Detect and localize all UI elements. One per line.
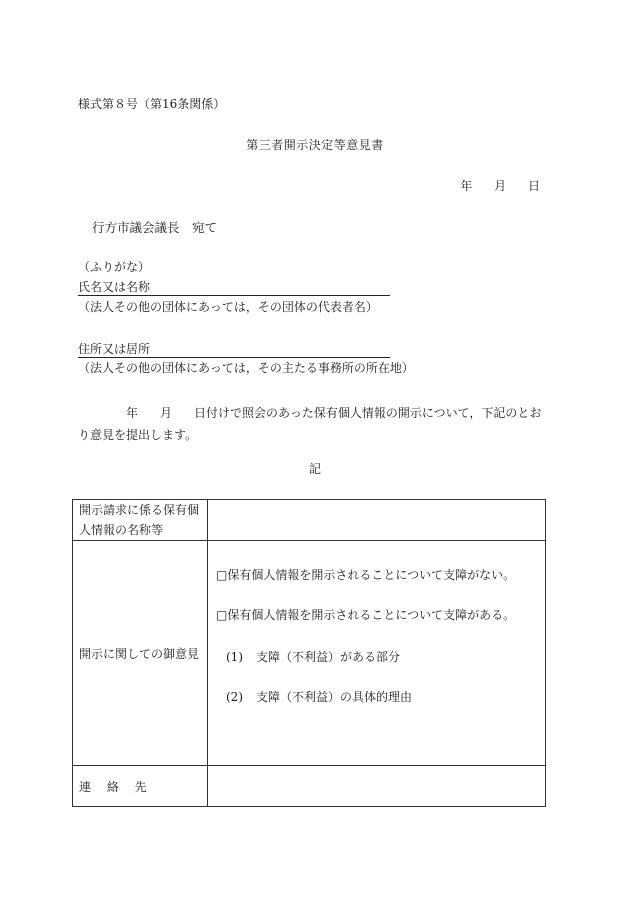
contact-cell[interactable] xyxy=(208,766,546,807)
date-month: 月 xyxy=(494,179,507,193)
option-has-issue[interactable]: □保有個人情報を開示されることについて支障がある。 xyxy=(216,608,516,622)
sub-item-1-text: 支障（不利益）がある部分 xyxy=(256,650,401,664)
info-name-label xyxy=(73,500,208,541)
contact-label: 連 絡 先 xyxy=(73,766,208,807)
body-paragraph xyxy=(78,402,548,446)
table-row xyxy=(73,541,546,766)
address-label: 住所又は居所 xyxy=(78,342,151,356)
body-text: 日付けで照会のあった保有個人情報の開示について，下記のとおり意見を提出します。 xyxy=(78,406,542,442)
sub-item-2 xyxy=(216,691,539,703)
opinion-label: 開示に関しての御意見 xyxy=(73,541,208,766)
sub-item-2-number: (2) xyxy=(226,690,243,704)
date-year: 年 xyxy=(460,179,473,193)
name-label: 氏名又は名称 xyxy=(78,280,151,294)
name-field[interactable] xyxy=(78,281,390,296)
sub-item-1-number: (1) xyxy=(226,650,243,664)
date-day: 日 xyxy=(527,179,540,193)
info-name-cell[interactable] xyxy=(208,500,546,541)
body-month: 月 xyxy=(160,406,173,420)
body-year: 年 xyxy=(126,406,139,420)
addressee: 行方市議会議長 宛て xyxy=(92,220,218,235)
form-number: 様式第８号（第16条関係） xyxy=(78,97,226,111)
sub-item-2-text: 支障（不利益）の具体的理由 xyxy=(256,690,413,704)
name-note: （法人その他の団体にあっては，その団体の代表者名） xyxy=(78,300,378,314)
date-line xyxy=(442,180,540,192)
opinion-cell[interactable] xyxy=(208,541,546,766)
table-row xyxy=(73,500,546,541)
furigana-label: （ふりがな） xyxy=(78,260,151,274)
info-name-label-line2: 人情報の名称等 xyxy=(79,523,164,537)
table-row xyxy=(73,766,546,807)
address-field[interactable] xyxy=(78,343,390,358)
address-note: （法人その他の団体にあっては，その主たる事務所の所在地） xyxy=(78,361,414,375)
info-name-label-line1: 開示請求に係る保有個 xyxy=(79,503,200,517)
sub-item-1 xyxy=(216,651,539,663)
document-title: 第三者開示決定等意見書 xyxy=(246,138,384,152)
ki-heading: 記 xyxy=(308,462,321,476)
option-no-issue[interactable]: □保有個人情報を開示されることについて支障がない。 xyxy=(216,568,516,582)
opinion-table xyxy=(72,499,546,807)
